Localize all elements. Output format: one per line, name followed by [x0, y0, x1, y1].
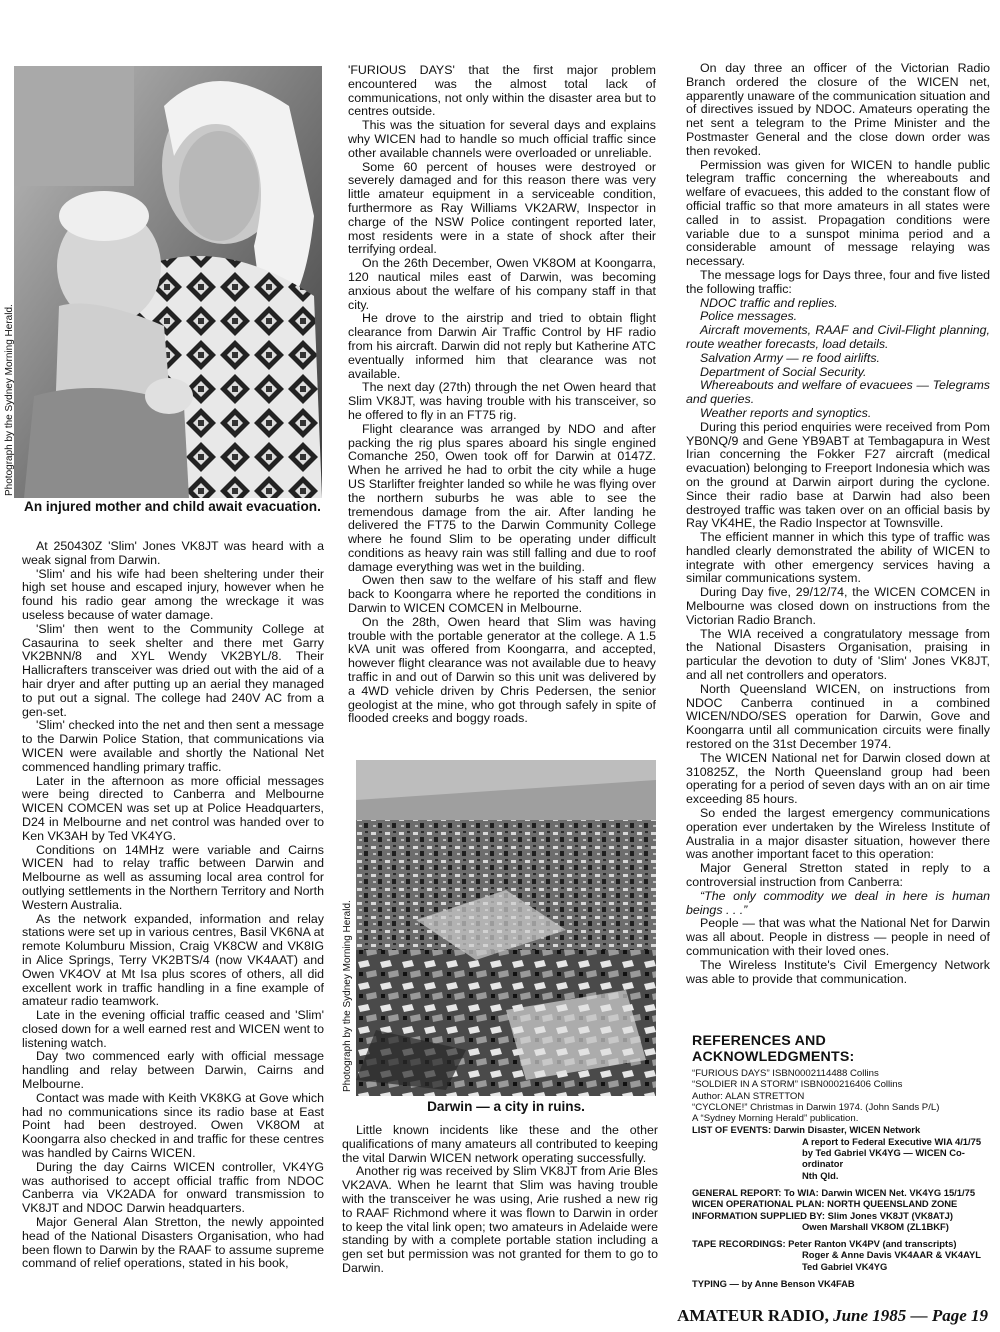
paragraph: North Queensland WICEN, on instructions from NDOC Canberra continued in a combined WICEN/NDO/SES operation for Darwin, Gove and Koongarra until all communication circuits were finally restored on the 31st December 1974. — [686, 681, 990, 752]
article-column-2-top — [348, 64, 656, 726]
paragraph: Day two commenced early with official message handling and relay between Darwin, Cairns and Melbourne. — [22, 1049, 324, 1092]
quote: “The only commodity we deal in here is human beings . . .” — [686, 888, 990, 917]
traffic-item: Weather reports and synoptics. — [700, 405, 872, 420]
references-heading: REFERENCES AND — [692, 1033, 826, 1049]
photo-darwin-ruins — [356, 760, 656, 1096]
traffic-item: Police messages. — [700, 309, 798, 324]
reference-line: “CYCLONE!” Christmas in Darwin 1974. (John Sands P/L) — [692, 1101, 940, 1113]
paragraph: During the day Cairns WICEN controller, VK4YG was authorised to accept official traffic from NDOC Canberra via VK2ADA for onward transmission to VK8JT and NDOC Darwin headquarters. — [22, 1159, 324, 1216]
photo-mother-child-image — [14, 66, 322, 498]
paragraph: The WICEN National net for Darwin closed down at 310825Z, the North Queensland group had been operating for a period of seven days with an on air time exceeding 85 hours. — [686, 750, 990, 807]
photo-credit: Photograph by the Sydney Morning Herald. — [342, 900, 353, 1092]
article-column-1 — [22, 540, 324, 1271]
paragraph: The next day (27th) through the net Owen heard that Slim VK8JT, was having trouble with his transceiver, so he offered to fly in an FT75 rig. — [348, 380, 656, 422]
paragraph: Major General Stretton stated in reply to a controversial instruction from Canberra: — [686, 861, 990, 890]
paragraph: Contact was made with Keith VK8KG at Gove which had no communications since its radio base at East Point had been destroyed. Owen VK8OM at Koongarra also checked in and traffic for these centres was handled by Cairns WICEN. — [22, 1090, 324, 1161]
traffic-item: Aircraft movements, RAAF and Civil-Flight planning, route weather forecasts, load details. — [686, 323, 990, 351]
paragraph: On day three an officer of the Victorian Radio Branch ordered the closure of the WICEN net, apparently unaware of the communication situation and of directives issued by NDOC. Amateurs operating the net sent a telegram to the Prime Minister and the Postmaster General and the close down order was then revoked. — [686, 61, 990, 158]
paragraph: Late in the evening official traffic ceased and 'Slim' closed down for a well earned rest and WICEN went to listening watch. — [22, 1008, 324, 1050]
references-block — [692, 1034, 988, 1289]
paragraph: People — that was what the National Net for Darwin was all about. People in distress — people in need of communication with their loved ones. — [686, 916, 990, 958]
references-heading: ACKNOWLEDGMENTS: — [692, 1048, 855, 1065]
paragraph: The Wireless Institute's Civil Emergency Network was able to provide that communication. — [686, 957, 990, 986]
page-footer — [677, 1306, 988, 1326]
paragraph: On the 26th December, Owen VK8OM at Koongarra, 120 nautical miles east of Darwin, was becoming anxious about the welfare of his company staff in that city. — [348, 256, 656, 312]
paragraph: The message logs for Days three, four and five listed the following traffic: — [686, 267, 990, 296]
paragraph: 'Slim' and his wife had been sheltering under their high set house and escaped injury, however when he found his radio gear among the wreckage it was useless because of water damage. — [22, 566, 324, 622]
reference-line: Nth Qld. — [802, 1169, 839, 1181]
photo-darwin-ruins-image — [356, 760, 656, 1096]
paragraph: Later in the afternoon as more official messages were being directed to Canberra and Melbourne WICEN COMCEN was set up at Police Headquarters, D24 in Melbourne and net control was handed over to Ken VK3AH by Ted VK4YG. — [22, 773, 324, 843]
paragraph: Flight clearance was arranged by NDO and after packing the rig plus spares aboard his single engined Comanche 250, Owen took off for Darwin at 0147Z. When he arrived he had to orbit the city while a huge US Starlifter freighter landed so while he was flying over the northern suburbs he was able to see the tremendous damage from the air. After landing he delivered the FT75 to the Darwin Community College where he found Slim to be operating under difficult conditions as heavy rain was still falling and due to roof damage everything was wet in the building. — [348, 421, 656, 574]
reference-line: INFORMATION SUPPLIED BY: Slim Jones VK8JT (VK8ATJ) — [692, 1209, 953, 1221]
paragraph: The efficient manner in which this type of traffic was handled clearly demonstrated the ability of WICEN to integrate with other emergency services having a similar communications system. — [686, 530, 990, 586]
reference-line: A report to Federal Executive WIA 4/1/75 — [802, 1135, 982, 1147]
paragraph: At 250430Z 'Slim' Jones VK8JT was heard with a weak signal from Darwin. — [22, 539, 324, 567]
page-number: — Page 19 — [910, 1306, 988, 1325]
reference-line: WICEN OPERATIONAL PLAN: NORTH QUEENSLAND ZONE — [692, 1198, 958, 1210]
photo-caption: Darwin — a city in ruins. — [427, 1099, 585, 1114]
traffic-item: Department of Social Security. — [700, 364, 867, 379]
reference-line: by Ted Gabriel VK4YG — WICEN Co-ordinator — [802, 1147, 965, 1170]
reference-line: LIST OF EVENTS: Darwin Disaster, WICEN Network — [692, 1124, 921, 1136]
paragraph: This was the situation for several days and explains why WICEN had to handle so much official traffic since other available channels were overloaded or unreliable. — [348, 118, 656, 160]
paragraph: Major General Alan Stretton, the newly appointed head of the National Disasters Organisation, who had been flown to Darwin by the RAAF to assume supreme command of relief operations, stated in his book, — [22, 1215, 324, 1271]
photo-caption: An injured mother and child await evacuation. — [24, 499, 321, 514]
paragraph: During Day five, 29/12/74, the WICEN COMCEN in Melbourne was closed down on instructions from the Victorian Radio Branch. — [686, 585, 990, 627]
paragraph: Permission was given for WICEN to handle public telegram traffic concerning the whereabouts and welfare of evacuees, this added to the constant flow of official traffic so that more amateurs in all states were called in to assist. Propagation conditions were variable due to a sunspot minima period and a considerable amount of message relaying was necessary. — [686, 157, 990, 269]
paragraph: 'Slim' checked into the net and then sent a message to the Darwin Police Station, that communications via WICEN were available and shortly the National Net commenced handling primary traffic. — [22, 718, 324, 774]
paragraph: Owen then saw to the welfare of his staff and flew back to Koongarra where he reported the conditions in Darwin to WICEN COMCEN in Melbourne. — [348, 573, 656, 616]
paragraph: So ended the largest emergency communications operation ever undertaken by the Wireless Institute of Australia in a major disaster situation, however there was another important facet to this operation: — [686, 806, 990, 862]
reference-line: “SOLDIER IN A STORM” ISBN000216406 Collins — [692, 1079, 903, 1091]
reference-line: TYPING — by Anne Benson VK4FAB — [692, 1278, 855, 1290]
paragraph: Some 60 percent of houses were destroyed or severely damaged and for this reason there was very little amateur equipment in a serviceable condition, furthermore as Ray Williams VK2ARW, Inspector in charge of the NSW Police contingent reported later, most residents were in a state of shock after their terrifying ordeal. — [348, 159, 656, 257]
paragraph: On the 28th, Owen heard that Slim was having trouble with the portable generator at the college. A 1.5 kVA unit was offered from Koongarra, and accepted, however flight clearance was not available due to heavy traffic in and out of Darwin so this unit was delivered by a 4WD vehicle driven by Chris Pedersen, the senior geologist at the mine, who got through safely in spite of flooded creeks and boggy roads. — [348, 614, 656, 726]
reference-line: TAPE RECORDINGS: Peter Ranton VK4PV (and transcripts) — [692, 1238, 957, 1250]
paragraph: As the network expanded, information and relay stations were set up in various centres, Basil VK6NA at remote Kolumburu Mission, Craig VK8CW and VK8IG in Alice Springs, Terry VK2BTS/4 (now VK4AAT) and Owen VK4OV at Mt Isa plus scores of others, all did excellent work in traffic handling in a fine example of amateur radio teamwork. — [22, 911, 324, 1009]
paragraph: 'Slim' then went to the Community College at Casaurina to seek shelter and there met Garry VK2BNN/8 and XYL Wendy VK2BYL/8. Their Hallicrafters transceiver was dried out with the aid of a hair dryer and after putting up an aerial they managed to put out a signal. The college had 240V AC from a gen-set. — [22, 621, 324, 719]
reference-line: Ted Gabriel VK4YG — [802, 1260, 888, 1272]
paragraph: 'FURIOUS DAYS' that the first major problem encountered was the almost total lack of communications, not only within the disaster area but to centres outside. — [348, 63, 656, 119]
photo-credit: Photograph by the Sydney Morning Herald. — [4, 304, 15, 496]
paragraph: Another rig was received by Slim VK8JT from Arie Bles VK2AVA. When he learnt that Slim was having trouble with the transceiver he was using, Arie rushed a new rig to RAAF Richmond where it was flown to Darwin in order to keep the vital link open; two amateurs in Adelaide were standing by with a complete portable station including a gen set but permission was not granted for them to go to Darwin. — [342, 1164, 658, 1275]
reference-line: GENERAL REPORT: To WIA: Darwin WICEN Net. VK4YG 15/1/75 — [692, 1186, 976, 1198]
traffic-item: Salvation Army — re food airlifts. — [700, 350, 880, 365]
reference-line: A “Sydney Morning Herald” publication. — [692, 1113, 859, 1125]
paragraph: He drove to the airstrip and tried to obtain flight clearance from Darwin Air Traffic Control by HF radio from his aircraft. Darwin did not reply but Katherine ATC eventually informed him that clearance was not available. — [348, 311, 656, 381]
article-column-3 — [686, 62, 990, 986]
paragraph: Little known incidents like these and the other qualifications of many amateurs all contributed to keeping the vital Darwin WICEN network operating successfully. — [342, 1123, 658, 1165]
reference-line: “FURIOUS DAYS” ISBN0002114488 Collins — [692, 1068, 879, 1079]
traffic-item: Whereabouts and welfare of evacuees — Telegrams and queries. — [686, 378, 990, 407]
paragraph: Conditions on 14MHz were variable and Cairns WICEN had to relay traffic between Darwin and Melbourne as well as assuming local area control for outlying settlements in the Northern Territory and North Western Australia. — [22, 842, 324, 912]
paragraph: During this period enquiries were received from Pom YB0NQ/9 and Gene YB9ABT at Tembagapura in West Irian concerning the Fokker F27 aircraft (medical evacuation) belonging to Freeport Indonesia which was on the ground at Darwin airport during the cyclone. Since their radio base at Darwin had also been destroyed traffic was taken over on an official basis by Ray VK4HE, the Radio Inspector at Townsville. — [686, 419, 990, 531]
reference-line: Roger & Anne Davis VK4AAR & VK4AYL — [802, 1249, 982, 1261]
reference-line: Owen Marshall VK8OM (ZL1BKF) — [802, 1220, 949, 1232]
photo-mother-child — [14, 66, 322, 498]
traffic-item: NDOC traffic and replies. — [700, 295, 838, 310]
article-column-2-bottom — [342, 1124, 658, 1276]
paragraph: The WIA received a congratulatory message from the National Disasters Organisation, praising in particular the devotion to duty of 'Slim' Jones VK8JT, and all net controllers and operators. — [686, 626, 990, 683]
reference-line: Author: ALAN STRETTON — [692, 1090, 805, 1102]
magazine-name: AMATEUR RADIO, — [677, 1306, 829, 1325]
issue-date: June 1985 — [833, 1306, 907, 1325]
